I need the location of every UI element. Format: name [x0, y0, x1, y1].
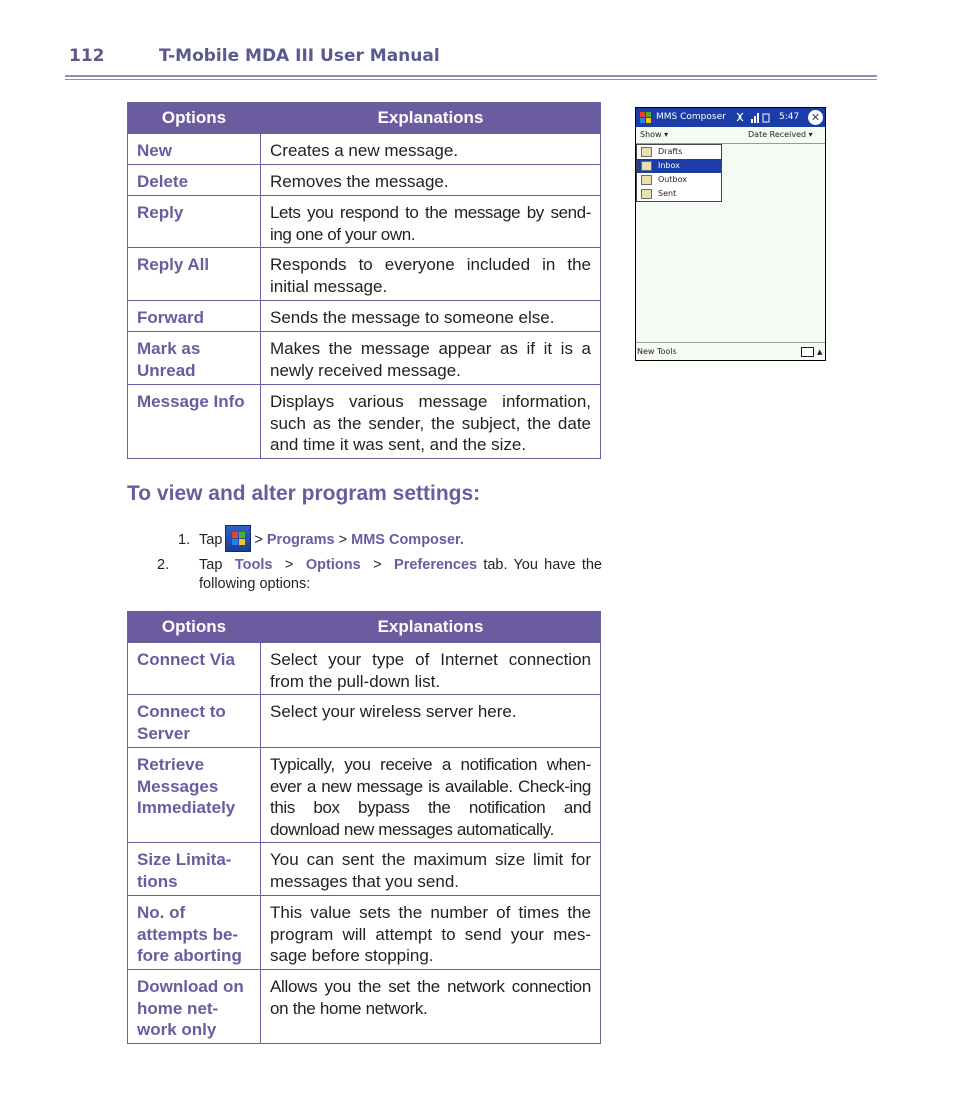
folder-item-drafts[interactable] [637, 145, 721, 159]
step-text: Tap [199, 557, 223, 573]
separator: > [373, 557, 382, 573]
option-name: Connect Via [128, 643, 261, 695]
option-explanation: Responds to everyone included in the initial message. [261, 248, 601, 301]
option-name: Message Info [128, 385, 261, 459]
folder-icon [641, 147, 652, 157]
table-row [128, 134, 601, 165]
device-title-bar [636, 108, 825, 127]
folder-item-outbox[interactable] [637, 173, 721, 187]
option-explanation: You can sent the maximum size limit for messages that you send. [261, 843, 601, 896]
table-row [128, 695, 601, 748]
preferences-options-table [127, 611, 601, 1044]
options-link: Options [305, 557, 361, 573]
options-header: Options [128, 612, 261, 643]
option-name: Size Limita-tions [128, 843, 261, 896]
folder-label: Sent [658, 189, 677, 198]
option-explanation: Allows you the set the network connection on the home network. [261, 970, 601, 1044]
table-row [128, 748, 601, 843]
preferences-link: Preferences [394, 557, 478, 573]
sort-dropdown[interactable]: Date Received ▾ [748, 130, 813, 139]
option-explanation: This value sets the number of times the program will attempt to send your mes-sage before stopping. [261, 896, 601, 970]
device-clock: 5:47 [779, 112, 800, 122]
signal-status-icon [735, 108, 775, 127]
table-row [128, 896, 601, 970]
table-row [128, 843, 601, 896]
separator: > [254, 532, 263, 548]
table-row [128, 165, 601, 196]
table-header-row [128, 612, 601, 643]
folder-icon [641, 175, 652, 185]
option-name: No. of attempts be-fore aborting [128, 896, 261, 970]
show-dropdown[interactable]: Show ▾ [640, 130, 669, 139]
folder-dropdown-list [636, 144, 722, 202]
device-filter-bar [636, 127, 825, 144]
windows-start-icon [225, 525, 251, 552]
step-text: Tap [199, 532, 223, 548]
option-explanation: Select your type of Internet connection from the pull-down list. [261, 643, 601, 695]
step-1 [178, 525, 602, 552]
option-explanation: Select your wireless server here. [261, 695, 601, 748]
table-row [128, 970, 601, 1044]
option-name: Reply All [128, 248, 261, 301]
folder-item-sent[interactable] [637, 187, 721, 201]
explanations-header: Explanations [261, 612, 601, 643]
step-number: 2. [157, 557, 170, 573]
table-row [128, 643, 601, 695]
folder-icon [641, 189, 652, 199]
separator: > [284, 557, 294, 573]
table-row [128, 301, 601, 332]
folder-label: Inbox [658, 161, 680, 170]
option-explanation: Displays various message information, such as the sender, the subject, the date and time it was sent, and the size. [261, 385, 601, 459]
option-name: Download on home net-work only [128, 970, 261, 1044]
option-name: Mark as Unread [128, 332, 261, 385]
step-2 [157, 556, 602, 594]
device-menu-bar [636, 342, 825, 360]
table-row [128, 196, 601, 248]
option-name: Retrieve Messages Immediately [128, 748, 261, 843]
option-explanation: Sends the message to someone else. [261, 301, 601, 332]
device-app-title: MMS Composer [656, 112, 726, 122]
explanations-header: Explanations [261, 103, 601, 134]
header-rule-thin [65, 79, 877, 80]
table-row [128, 385, 601, 459]
manual-title: T-Mobile MDA III User Manual [159, 46, 440, 66]
option-name: New [128, 134, 261, 165]
device-screenshot [635, 107, 826, 361]
separator: > [338, 532, 348, 548]
option-explanation: Removes the message. [261, 165, 601, 196]
option-name: Forward [128, 301, 261, 332]
windows-start-icon[interactable] [638, 110, 653, 125]
step-number: 1. [178, 532, 191, 548]
folder-label: Outbox [658, 175, 687, 184]
page-number: 112 [69, 46, 105, 66]
folder-label: Drafts [658, 147, 683, 156]
section-title: To view and alter program settings: [127, 482, 481, 505]
programs-link: Programs [266, 532, 335, 548]
folder-item-inbox[interactable] [637, 159, 721, 173]
keyboard-icon[interactable] [801, 347, 814, 357]
table-row [128, 248, 601, 301]
option-explanation: Typically, you receive a notification when-ever a new message is available. Check-ing this box bypass the notification and download new messages automatically. [261, 748, 601, 843]
tools-link: Tools [234, 557, 273, 573]
option-name: Reply [128, 196, 261, 248]
folder-icon [641, 161, 652, 171]
menu-new-tools[interactable]: New Tools [637, 347, 677, 356]
option-name: Connect to Server [128, 695, 261, 748]
table-header-row [128, 103, 601, 134]
input-arrow-icon[interactable]: ▲ [817, 348, 823, 356]
close-icon[interactable]: ✕ [808, 110, 823, 125]
header-rule [65, 75, 877, 77]
option-explanation: Makes the message appear as if it is a newly received message. [261, 332, 601, 385]
option-explanation: Creates a new message. [261, 134, 601, 165]
message-options-table [127, 102, 601, 459]
option-explanation: Lets you respond to the message by send-ing one of your own. [261, 196, 601, 248]
table-row [128, 332, 601, 385]
option-name: Delete [128, 165, 261, 196]
mms-composer-link: MMS Composer. [351, 532, 464, 548]
options-header: Options [128, 103, 261, 134]
step-text: tab. You have the following options: [199, 557, 602, 592]
